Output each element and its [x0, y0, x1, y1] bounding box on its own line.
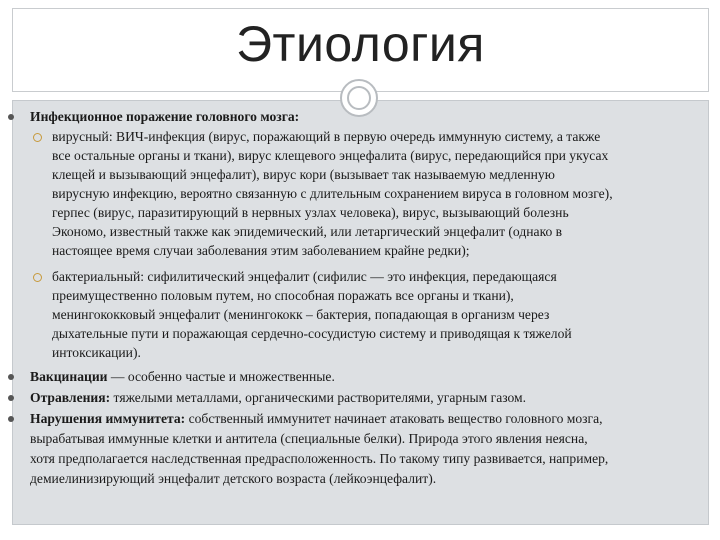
item-rest: — особенно частые и множественные.: [107, 369, 335, 384]
item-line: вырабатывая иммунные клетки и антитела (специальные белки). Природа этого явления неясна,: [30, 431, 588, 446]
sub-item-line: дыхательные пути и поражающая сердечно-сосудистую систему и приводящая к тяжелой: [52, 326, 572, 341]
bullet-dot-icon: [8, 114, 14, 120]
sub-item-line: интоксикации).: [52, 345, 141, 360]
sub-item-line: менингококковый энцефалит (менингококк – бактерия, попадающая в организм через: [52, 307, 550, 322]
item-rest: собственный иммунитет начинает атаковать вещество головного мозга,: [185, 411, 603, 426]
item-heading: Вакцинации: [30, 369, 108, 384]
item-heading: Отравления:: [30, 390, 111, 405]
item-text: [30, 409, 603, 428]
item-text: [30, 388, 526, 407]
item-heading: Инфекционное поражение головного мозга:: [30, 109, 300, 124]
sub-item-line: вирусный: ВИЧ-инфекция (вирус, поражающий в первую очередь иммунную систему, а также: [52, 129, 601, 144]
item-heading: Нарушения иммунитета:: [30, 411, 186, 426]
item-text: [30, 367, 335, 386]
sub-item-line: все остальные органы и ткани), вирус клещевого энцефалита (вирус, передающийся при укусах: [52, 148, 609, 163]
sub-item-line: преимущественно половым путем, но способная поражать все органы и ткани),: [52, 288, 514, 303]
bullet-dot-icon: [8, 416, 14, 422]
sub-item-line: вирусную инфекцию, вероятно связанную с длительным сохранением вируса в головном мозге),: [52, 186, 613, 201]
sub-item-line: герпес (вирус, паразитирующий в нервных узлах человека), вирус, вызывающий болезнь: [52, 205, 569, 220]
sub-item-line: Экономо, известный также как эпидемический, или летаргический энцефалит (однако в: [52, 224, 563, 239]
slide-title: Этиология: [236, 16, 485, 72]
ring-ornament-icon: [340, 79, 378, 117]
bullet-dot-icon: [8, 374, 14, 380]
sub-item-line: настоящее время случаи заболевания этим заболеванием крайне редки);: [52, 243, 470, 258]
sub-bullet-circle-icon: [33, 273, 42, 282]
bullet-dot-icon: [8, 395, 14, 401]
item-line: хотя предполагается наследственная предрасположенность. По такому типу развивается, например,: [30, 451, 609, 466]
item-rest: тяжелыми металлами, органическими растворителями, угарным газом.: [110, 390, 527, 405]
sub-bullet-circle-icon: [33, 133, 42, 142]
sub-item-line: клещей и вызывающий энцефалит), вирус кори (вызывает так называемую медленную: [52, 167, 555, 182]
item-line: демиелинизирующий энцефалит детского возраста (лейкоэнцефалит).: [30, 471, 437, 486]
sub-item-line: бактериальный: сифилитический энцефалит (сифилис — это инфекция, передающаяся: [52, 269, 557, 284]
